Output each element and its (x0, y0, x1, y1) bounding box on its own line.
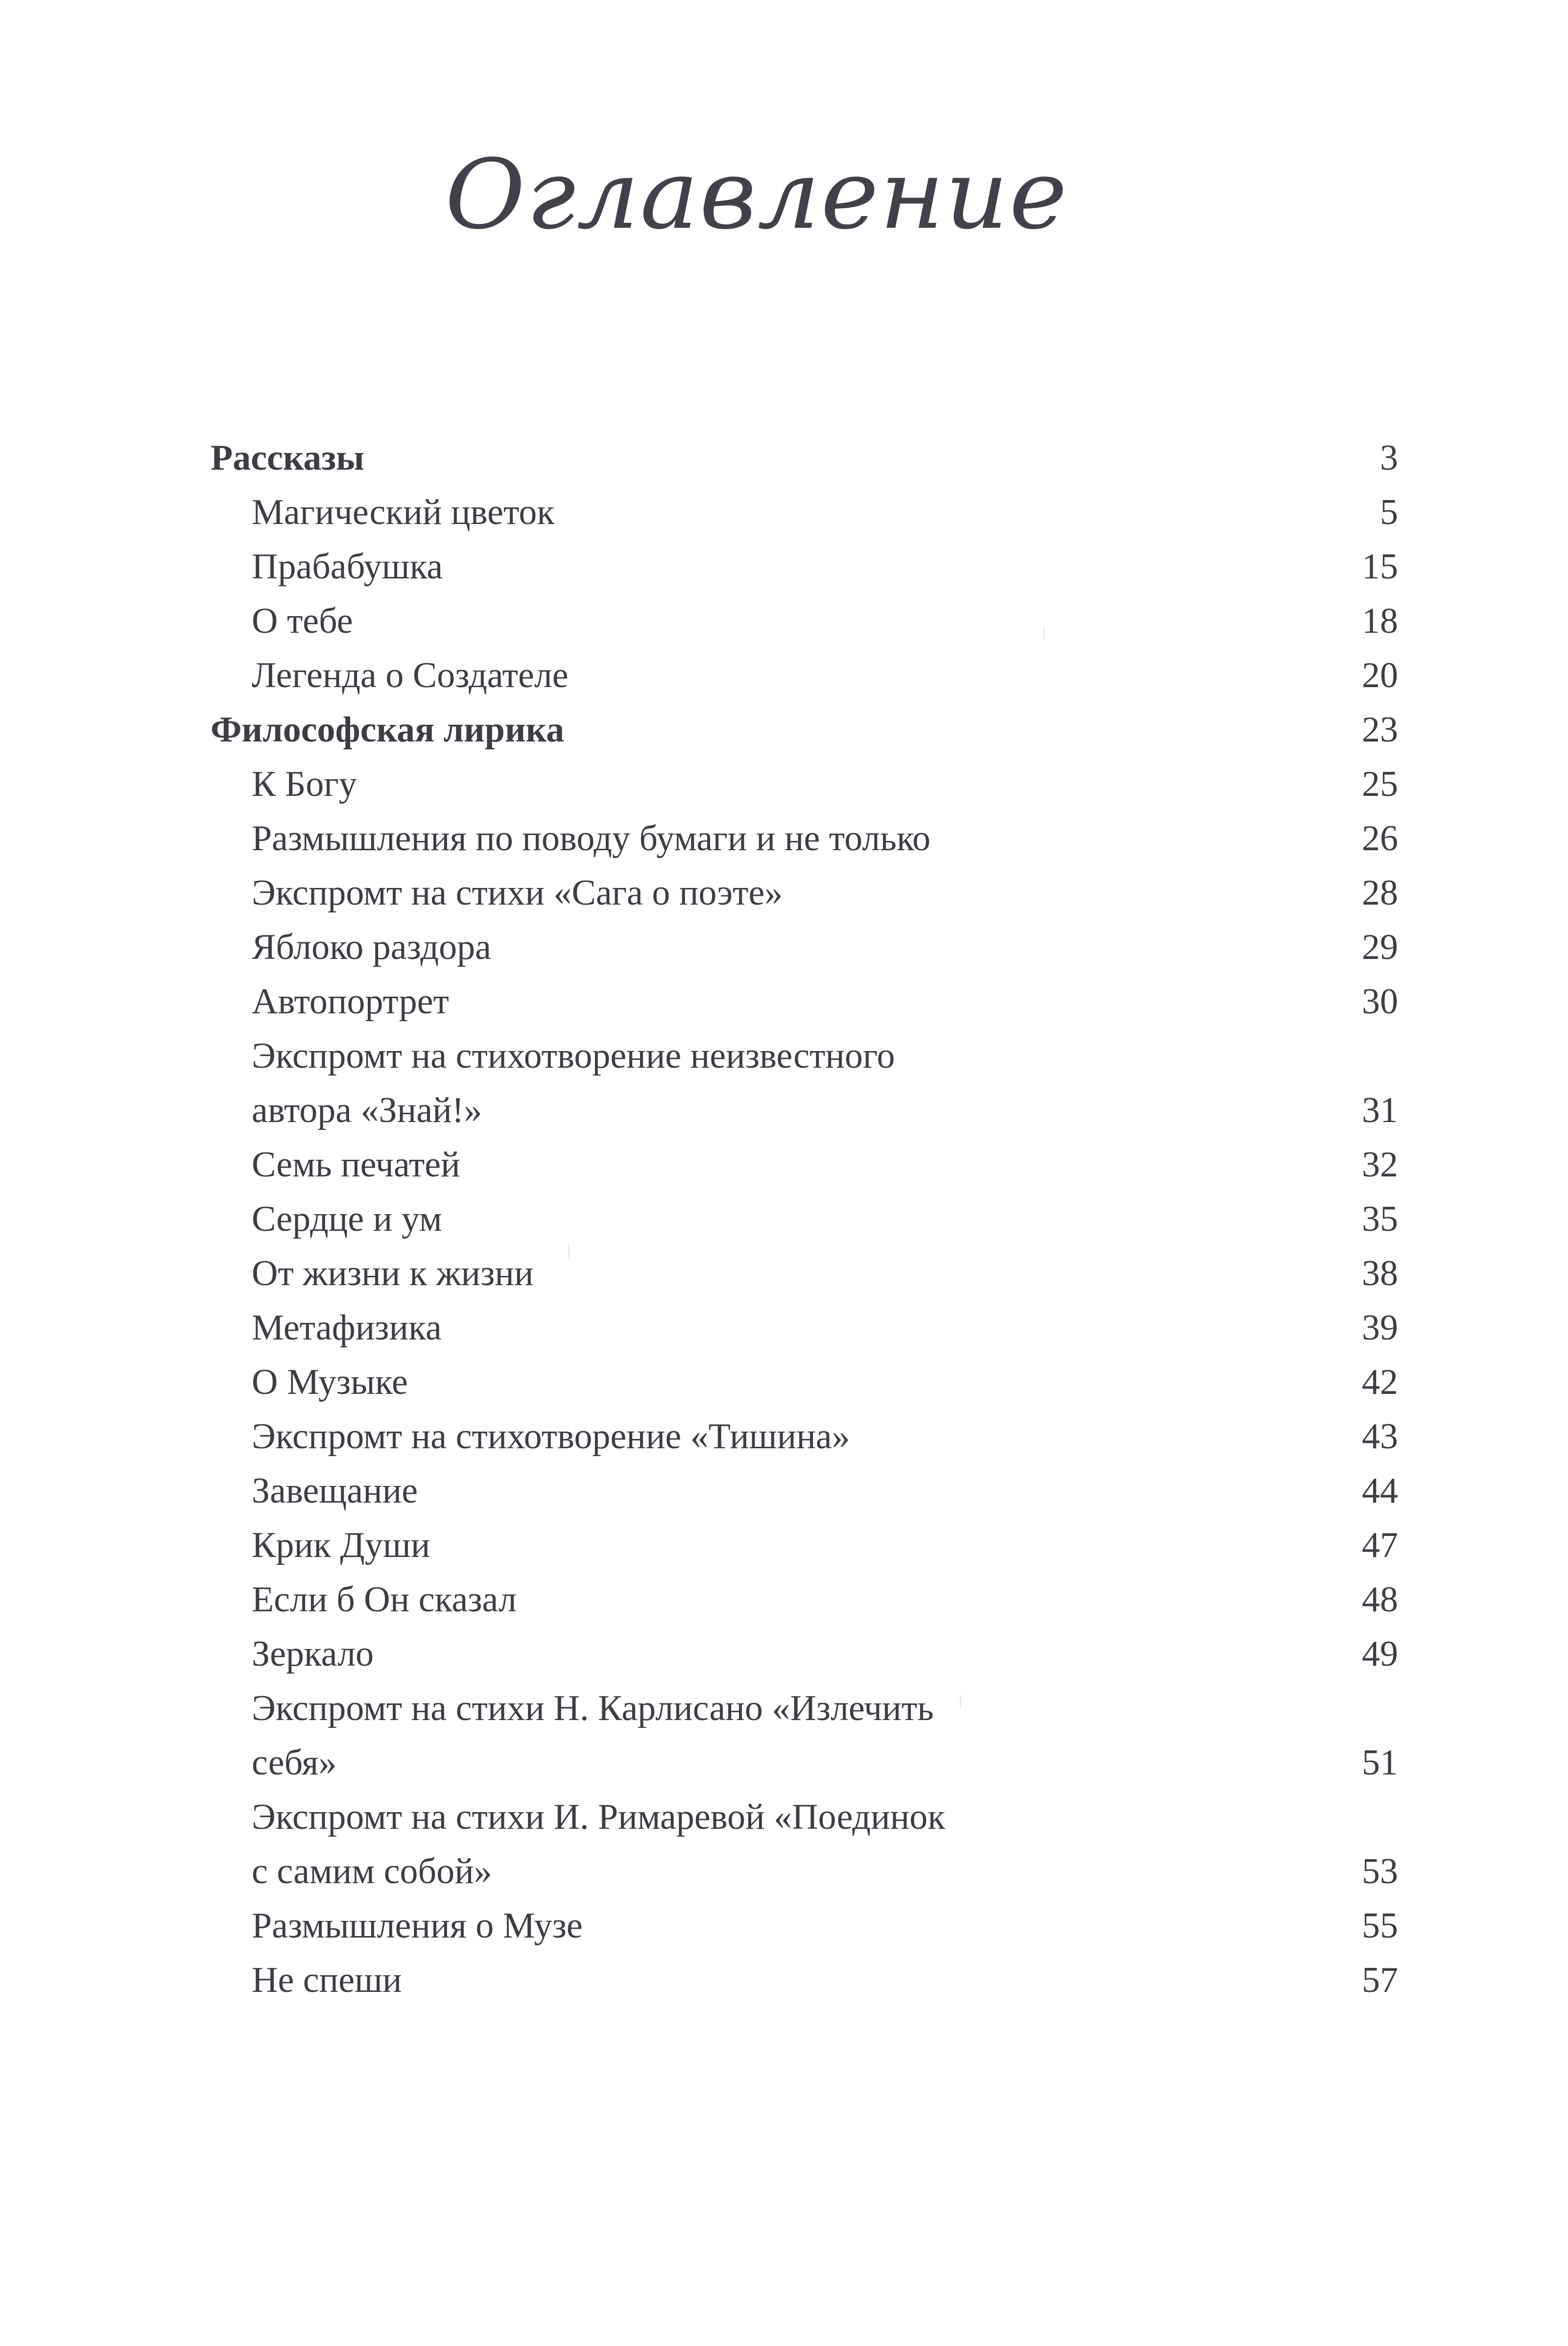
toc-entry-row[interactable] (211, 485, 1398, 540)
toc-entry-row[interactable] (211, 1246, 1398, 1301)
toc-entry-row[interactable] (211, 1464, 1398, 1518)
toc-entry-row[interactable] (211, 1627, 1398, 1681)
toc-page-number: 25 (1362, 764, 1398, 804)
toc-dot-leader (595, 1937, 1333, 1938)
toc-page-number: 39 (1362, 1308, 1398, 1348)
toc-dot-leader (430, 1502, 1333, 1503)
toc-entry-row[interactable] (211, 1355, 1398, 1410)
toc-entry-label: Прабабушка (252, 547, 443, 587)
toc-entry-row[interactable] (211, 757, 1398, 812)
toc-entry-row[interactable] (211, 648, 1398, 703)
toc-dot-leader (377, 469, 1333, 470)
toc-section-label: Философская лирика (211, 710, 565, 750)
page-title: Оглавление (445, 139, 1069, 251)
toc-entry-row[interactable] (211, 1953, 1398, 2008)
toc-page-number: 23 (1362, 710, 1398, 750)
toc-entry-row[interactable] (211, 975, 1398, 1029)
toc-page-number: 38 (1362, 1253, 1398, 1293)
toc-entry-row[interactable] (211, 1192, 1398, 1246)
toc-entry-row[interactable] (211, 866, 1398, 920)
toc-entry-label: себя» (252, 1743, 337, 1783)
toc-dot-leader (415, 1991, 1333, 1992)
toc-page-number: 32 (1362, 1145, 1398, 1185)
toc-entry-label: Размышления о Музе (252, 1906, 583, 1946)
toc-entry-label: Завещание (252, 1471, 418, 1511)
toc-page-number: 49 (1362, 1634, 1398, 1674)
toc-entry-label: Не спеши (252, 1960, 402, 2000)
toc-entry-label: Экспромт на стихи «Сага о поэте» (252, 873, 783, 913)
toc-entry-row[interactable] (211, 1518, 1398, 1573)
toc-entry-label: Яблоко раздора (252, 927, 492, 967)
toc-dot-leader (370, 795, 1333, 796)
toc-page-number: 35 (1362, 1199, 1398, 1239)
toc-entry-row[interactable] (211, 1029, 1398, 1083)
toc-page-number: 18 (1362, 601, 1398, 641)
toc-entry-row[interactable] (211, 594, 1398, 648)
toc-dot-leader (386, 1665, 1333, 1666)
toc-entry-row[interactable] (211, 1301, 1398, 1355)
toc-page-number: 48 (1362, 1580, 1398, 1620)
toc-entry-row[interactable] (211, 1681, 1398, 1736)
toc-page-number: 28 (1362, 873, 1398, 913)
toc-entry-label: Автопортрет (252, 981, 449, 1022)
toc-entry-row[interactable] (211, 1410, 1398, 1464)
toc-dot-leader (455, 1230, 1333, 1231)
toc-entry-label: Зеркало (252, 1634, 374, 1674)
toc-entry-row[interactable] (211, 812, 1398, 866)
toc-page-number: 5 (1380, 492, 1398, 532)
toc-entry-label: Магический цветок (252, 492, 555, 532)
toc-entry-label: Экспромт на стихи И. Римаревой «Поединок (252, 1797, 946, 1837)
toc-entry-label: О тебе (252, 601, 353, 641)
toc-page-number: 3 (1380, 438, 1398, 478)
toc-section-label: Рассказы (211, 438, 364, 478)
toc-page-number: 55 (1362, 1906, 1398, 1946)
toc-entry-label: Если б Он сказал (252, 1580, 517, 1620)
toc-dot-leader (366, 632, 1333, 633)
toc-entry-row[interactable] (211, 1573, 1398, 1627)
toc-page-number: 30 (1362, 981, 1398, 1022)
toc-page-number: 51 (1362, 1743, 1398, 1783)
toc-entry-row[interactable] (211, 1844, 1398, 1899)
toc-entry-label: Семь печатей (252, 1145, 460, 1185)
toc-dot-leader (577, 741, 1333, 742)
toc-page-number: 31 (1362, 1090, 1398, 1130)
toc-page-number: 42 (1362, 1362, 1398, 1402)
toc-page-number: 53 (1362, 1851, 1398, 1891)
toc-entry-label: О Музыке (252, 1362, 408, 1402)
toc-dot-leader (443, 1556, 1333, 1557)
toc-entry-label: автора «Знай!» (252, 1090, 482, 1130)
toc-page-number: 29 (1362, 927, 1398, 967)
toc-entry-row[interactable] (211, 1083, 1398, 1138)
toc-entry-label: Экспромт на стихи Н. Карлисано «Излечить (252, 1688, 934, 1728)
toc-dot-leader (421, 1393, 1333, 1394)
toc-page-number: 20 (1362, 655, 1398, 695)
toc-dot-leader (504, 958, 1333, 959)
toc-entry-row[interactable] (211, 540, 1398, 594)
toc-page-number: 15 (1362, 547, 1398, 587)
toc-entry-label: От жизни к жизни (252, 1253, 534, 1293)
toc-entry-label: Экспромт на стихотворение неизвестного (252, 1036, 895, 1076)
toc-page-number: 43 (1362, 1416, 1398, 1457)
toc-section-row[interactable] (211, 703, 1398, 757)
table-of-contents (211, 431, 1398, 2008)
toc-entry-label: Сердце и ум (252, 1199, 442, 1239)
toc-dot-leader (454, 1339, 1333, 1340)
toc-page-number: 57 (1362, 1960, 1398, 2000)
toc-entry-label: Легенда о Создателе (252, 655, 569, 695)
toc-entry-row[interactable] (211, 1736, 1398, 1790)
toc-entry-label: Размышления по поводу бумаги и не только (252, 818, 931, 859)
toc-dot-leader (795, 904, 1333, 905)
toc-section-row[interactable] (211, 431, 1398, 485)
toc-page-number: 44 (1362, 1471, 1398, 1511)
toc-entry-row[interactable] (211, 920, 1398, 975)
toc-entry-label: Экспромт на стихотворение «Тишина» (252, 1416, 850, 1457)
toc-entry-row[interactable] (211, 1790, 1398, 1844)
toc-entry-label: К Богу (252, 764, 357, 804)
toc-entry-row[interactable] (211, 1899, 1398, 1953)
toc-page-number: 47 (1362, 1525, 1398, 1565)
toc-entry-row[interactable] (211, 1138, 1398, 1192)
toc-entry-label: Метафизика (252, 1308, 442, 1348)
toc-page-number: 26 (1362, 818, 1398, 859)
toc-entry-label: с самим собой» (252, 1851, 492, 1891)
toc-entry-label: Крик Души (252, 1525, 430, 1565)
